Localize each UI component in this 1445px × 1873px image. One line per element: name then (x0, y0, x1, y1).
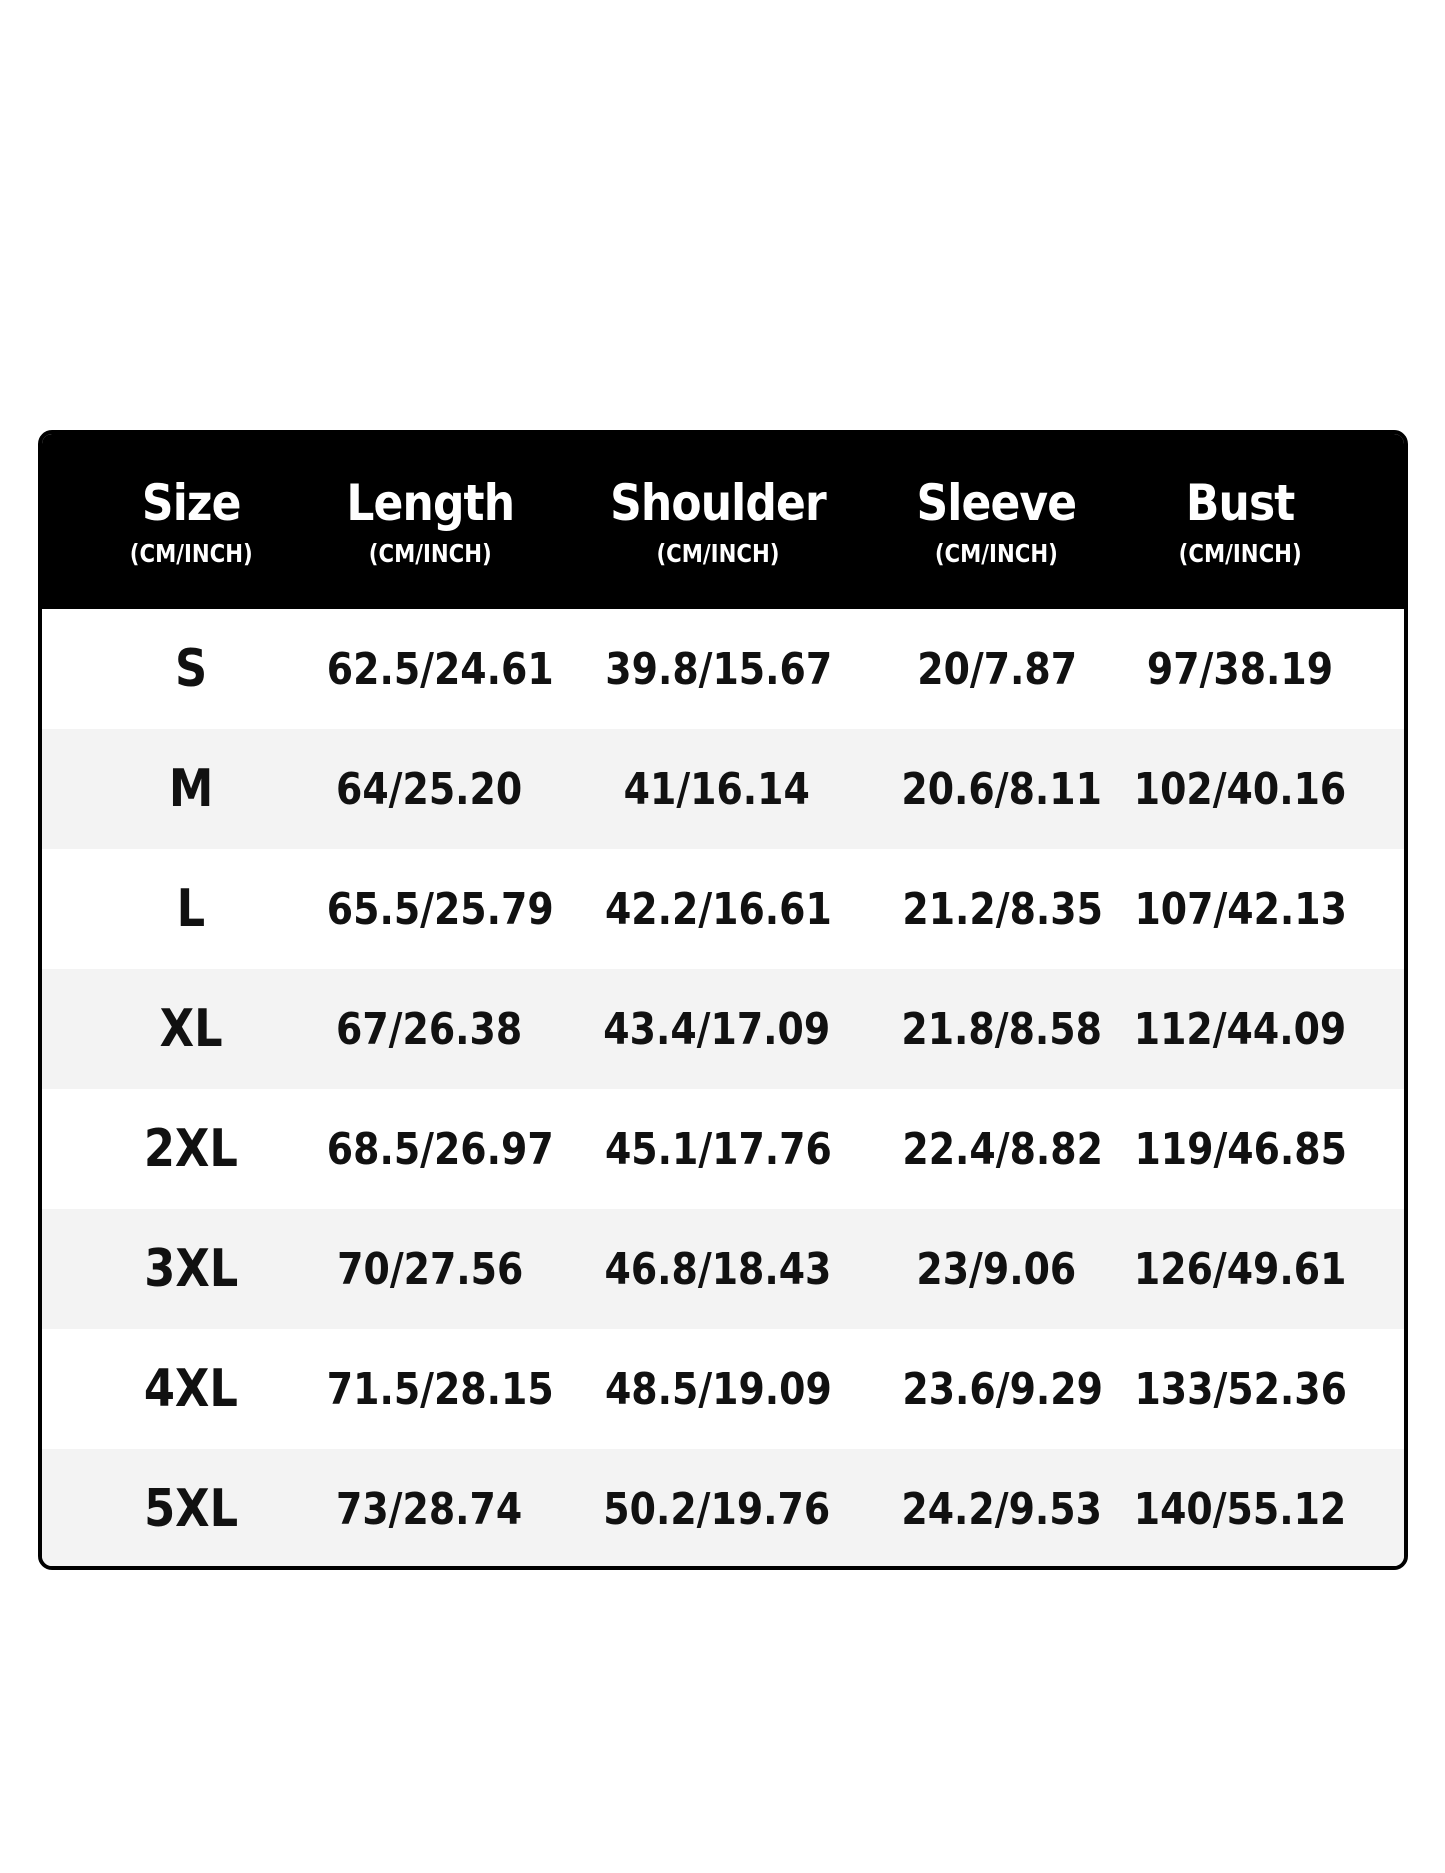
cell-bust: 133/52.36 (1134, 1363, 1347, 1415)
cell-bust: 112/44.09 (1133, 1003, 1347, 1055)
header-size (72, 473, 311, 568)
table-row (42, 1089, 1404, 1209)
cell-bust: 126/49.61 (1133, 1243, 1347, 1295)
cell-shoulder: 39.8/15.67 (605, 643, 833, 695)
cell-length: 68.5/26.97 (326, 1123, 554, 1175)
cell-shoulder: 43.4/17.09 (603, 1003, 831, 1055)
cell-sleeve: 23.6/9.29 (901, 1363, 1103, 1415)
size-chart-table (38, 430, 1408, 1570)
cell-bust: 97/38.19 (1146, 643, 1334, 695)
cell-size: XL (159, 999, 223, 1059)
cell-shoulder: 46.8/18.43 (604, 1243, 832, 1295)
cell-bust: 119/46.85 (1134, 1123, 1347, 1175)
table-row (42, 729, 1404, 849)
header-bust-unit: (CM/INCH) (1178, 538, 1302, 568)
cell-length: 70/27.56 (336, 1243, 523, 1295)
cell-length: 71.5/28.15 (326, 1363, 554, 1415)
table-row (42, 1449, 1404, 1569)
cell-shoulder: 41/16.14 (624, 763, 811, 815)
table-row (42, 1209, 1404, 1329)
cell-bust: 102/40.16 (1133, 763, 1347, 815)
table-row (42, 849, 1404, 969)
cell-sleeve: 21.8/8.58 (901, 1003, 1102, 1055)
table-row (42, 609, 1404, 729)
cell-shoulder: 45.1/17.76 (604, 1123, 832, 1175)
cell-length: 67/26.38 (336, 1003, 523, 1055)
table-header (42, 434, 1404, 609)
cell-sleeve: 21.2/8.35 (901, 883, 1103, 935)
header-length-label: Length (345, 473, 514, 532)
cell-size: 5XL (144, 1479, 239, 1539)
header-size-unit: (CM/INCH) (129, 538, 253, 568)
cell-size: 3XL (144, 1239, 239, 1299)
header-length (311, 473, 550, 568)
cell-length: 64/25.20 (336, 763, 523, 815)
cell-sleeve: 24.2/9.53 (901, 1483, 1102, 1535)
header-sleeve (887, 473, 1106, 568)
header-bust (1106, 473, 1374, 568)
cell-size: M (168, 759, 214, 819)
cell-length: 65.5/25.79 (326, 883, 554, 935)
cell-sleeve: 22.4/8.82 (901, 1123, 1103, 1175)
table-row (42, 969, 1404, 1089)
header-size-label: Size (141, 473, 241, 532)
header-sleeve-label: Sleeve (916, 473, 1077, 532)
cell-size: 2XL (143, 1119, 238, 1179)
cell-shoulder: 48.5/19.09 (604, 1363, 832, 1415)
cell-shoulder: 42.2/16.61 (604, 883, 832, 935)
cell-size: L (176, 879, 206, 939)
cell-sleeve: 20/7.87 (916, 643, 1077, 695)
header-shoulder-label: Shoulder (610, 473, 826, 532)
cell-bust: 140/55.12 (1133, 1483, 1347, 1535)
header-shoulder (549, 473, 887, 568)
cell-bust: 107/42.13 (1134, 883, 1347, 935)
header-length-unit: (CM/INCH) (368, 538, 492, 568)
cell-size: 4XL (143, 1359, 238, 1419)
cell-length: 62.5/24.61 (327, 643, 554, 695)
cell-size: S (174, 639, 208, 699)
cell-sleeve: 23/9.06 (916, 1243, 1077, 1295)
cell-length: 73/28.74 (336, 1483, 523, 1535)
header-sleeve-unit: (CM/INCH) (934, 538, 1058, 568)
cell-shoulder: 50.2/19.76 (603, 1483, 831, 1535)
header-shoulder-unit: (CM/INCH) (656, 538, 780, 568)
table-row (42, 1329, 1404, 1449)
header-bust-label: Bust (1185, 473, 1295, 532)
cell-sleeve: 20.6/8.11 (901, 763, 1102, 815)
